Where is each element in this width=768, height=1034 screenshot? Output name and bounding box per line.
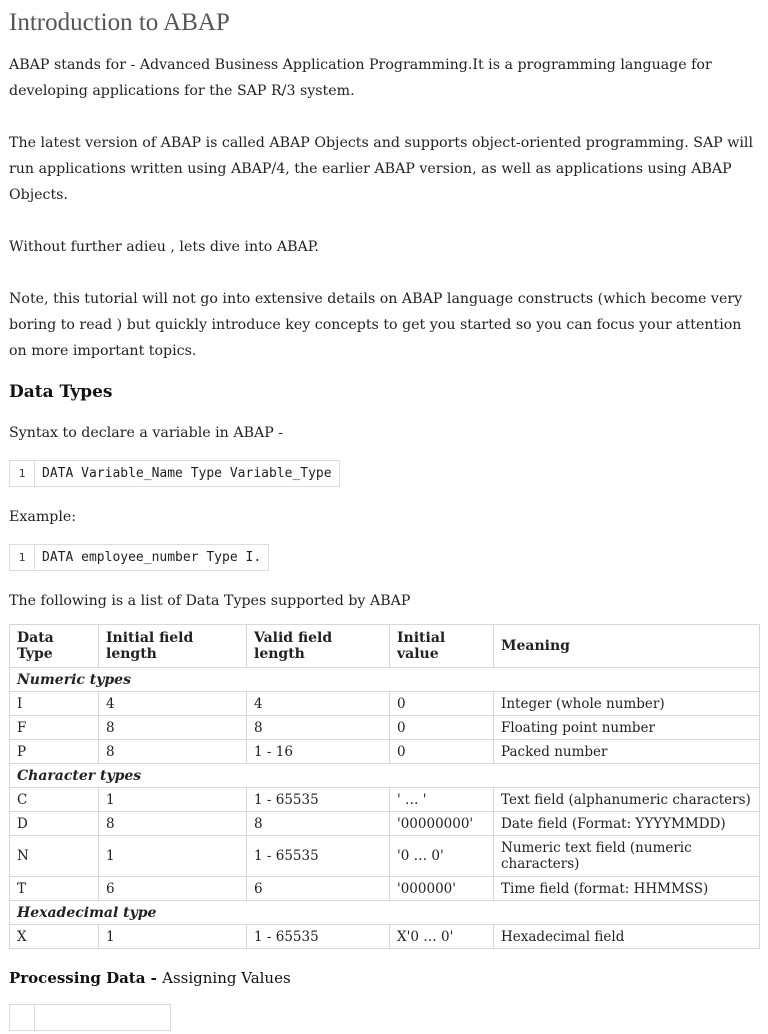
column-header: Data Type xyxy=(10,625,99,668)
table-cell: '00000000' xyxy=(390,812,494,836)
data-types-table xyxy=(9,624,760,949)
page-title: Introduction to ABAP xyxy=(9,9,230,36)
syntax-intro: Syntax to declare a variable in ABAP - xyxy=(9,425,284,441)
column-header: Meaning xyxy=(494,625,760,668)
line-number: 1 xyxy=(10,545,35,570)
table-cell: Text field (alphanumeric characters) xyxy=(494,788,760,812)
table-cell: X xyxy=(10,925,99,949)
table-cell: P xyxy=(10,740,99,764)
column-header: Valid field length xyxy=(247,625,390,668)
group-row xyxy=(10,901,760,925)
table-cell: 8 xyxy=(247,812,390,836)
group-row xyxy=(10,668,760,692)
table-cell: 8 xyxy=(99,740,247,764)
table-cell: 4 xyxy=(247,692,390,716)
group-label: Hexadecimal type xyxy=(10,901,760,925)
table-row xyxy=(10,788,760,812)
table-cell: T xyxy=(10,877,99,901)
note-paragraph: Note, this tutorial will not go into extensive details on ABAP language constructs (which become very boring to read ) but quickly introduce key concepts to get you started so you can focus your attention on more important topics. xyxy=(9,291,743,359)
table-cell: Integer (whole number) xyxy=(494,692,760,716)
table-row xyxy=(10,692,760,716)
code-text[interactable]: DATA employee_number Type I. xyxy=(42,550,262,565)
example-code-block[interactable] xyxy=(9,544,269,571)
group-label: Character types xyxy=(10,764,760,788)
data-types-heading: Data Types xyxy=(9,382,113,402)
intro-paragraph: ABAP stands for - Advanced Business Application Programming.It is a programming language for developing applications for the SAP R/3 system. xyxy=(9,57,712,99)
table-cell: 0 xyxy=(390,716,494,740)
table-row xyxy=(10,877,760,901)
table-cell: C xyxy=(10,788,99,812)
table-row xyxy=(10,925,760,949)
table-cell: 1 xyxy=(99,788,247,812)
table-row xyxy=(10,836,760,877)
table-cell: Date field (Format: YYYYMMDD) xyxy=(494,812,760,836)
table-cell: 0 xyxy=(390,740,494,764)
processing-heading-normal: Assigning Values xyxy=(162,969,291,987)
article xyxy=(9,0,759,1034)
line-number xyxy=(10,1005,35,1030)
table-cell: 6 xyxy=(99,877,247,901)
column-header: Initial field length xyxy=(99,625,247,668)
processing-heading xyxy=(9,966,759,990)
table-cell: D xyxy=(10,812,99,836)
table-cell: Packed number xyxy=(494,740,760,764)
dive-in-paragraph: Without further adieu , lets dive into ABAP. xyxy=(9,239,319,255)
processing-heading-bold: Processing Data - xyxy=(9,969,163,987)
next-code-block[interactable] xyxy=(9,1004,171,1031)
table-cell: '000000' xyxy=(390,877,494,901)
table-cell: 1 - 65535 xyxy=(247,836,390,877)
syntax-code-block[interactable] xyxy=(9,460,340,487)
table-row xyxy=(10,812,760,836)
example-label: Example: xyxy=(9,509,77,525)
table-cell: X'0 … 0' xyxy=(390,925,494,949)
table-row xyxy=(10,716,760,740)
abap-objects-paragraph: The latest version of ABAP is called ABAP Objects and supports object-oriented programming. SAP will run applications written using ABAP/4, the earlier ABAP version, as well as applications using ABAP Objects. xyxy=(9,135,753,203)
table-cell: 6 xyxy=(247,877,390,901)
group-row xyxy=(10,764,760,788)
code-text[interactable]: DATA Variable_Name Type Variable_Type xyxy=(42,466,332,481)
table-cell: 4 xyxy=(99,692,247,716)
table-cell: 1 xyxy=(99,925,247,949)
column-header: Initial value xyxy=(390,625,494,668)
table-cell: 1 xyxy=(99,836,247,877)
table-cell: 8 xyxy=(99,812,247,836)
table-header-row xyxy=(10,625,760,668)
list-intro: The following is a list of Data Types supported by ABAP xyxy=(9,593,411,609)
line-number: 1 xyxy=(10,461,35,486)
table-cell: Hexadecimal field xyxy=(494,925,760,949)
table-cell: '0 … 0' xyxy=(390,836,494,877)
table-cell: N xyxy=(10,836,99,877)
table-row xyxy=(10,740,760,764)
table-cell: 8 xyxy=(99,716,247,740)
table-cell: ' … ' xyxy=(390,788,494,812)
table-cell: I xyxy=(10,692,99,716)
table-cell: Time field (format: HHMMSS) xyxy=(494,877,760,901)
table-cell: Numeric text field (numeric characters) xyxy=(494,836,760,877)
table-cell: Floating point number xyxy=(494,716,760,740)
table-cell: 1 - 65535 xyxy=(247,925,390,949)
table-cell: 8 xyxy=(247,716,390,740)
group-label: Numeric types xyxy=(10,668,760,692)
table-cell: F xyxy=(10,716,99,740)
table-cell: 0 xyxy=(390,692,494,716)
table-cell: 1 - 65535 xyxy=(247,788,390,812)
table-cell: 1 - 16 xyxy=(247,740,390,764)
